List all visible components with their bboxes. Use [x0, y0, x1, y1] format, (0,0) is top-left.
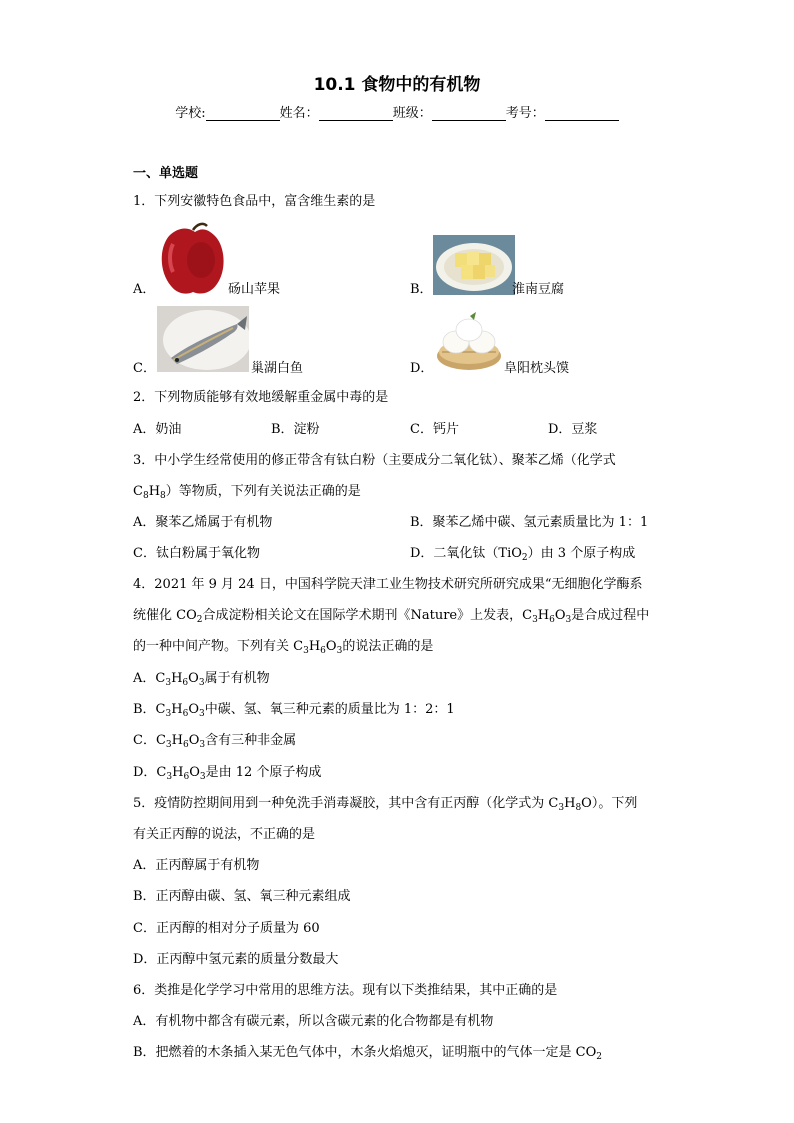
q2-option-a: A．奶油	[133, 422, 182, 437]
q1-option-a-label: A．	[133, 282, 156, 297]
steamed-bun-image	[436, 312, 502, 374]
page-title: 10.1 食物中的有机物	[313, 75, 481, 95]
name-label: 姓名：	[279, 106, 319, 121]
q4-stem-line2: 统催化 $CO_2$合成淀粉相关论文在国际学术期刊《Nature》上发表，$C_3H_6O_3$是合成过程中	[133, 608, 650, 625]
q4-option-d: D．$C_3H_6O_3$是由 12 个原子构成	[133, 765, 322, 782]
fish-image	[157, 306, 249, 372]
q1-option-c-text: 巢湖白鱼	[251, 361, 304, 376]
q5-option-c: C．正丙醇的相对分子质量为 60	[133, 921, 320, 936]
tofu-image	[433, 235, 515, 295]
q1-option-b-text: 淮南豆腐	[512, 282, 565, 297]
q5-stem-line2: 有关正丙醇的说法，不正确的是	[133, 827, 316, 842]
q3-option-c: C．钛白粉属于氧化物	[133, 546, 260, 561]
name-blank[interactable]	[319, 108, 393, 121]
q4-option-a: A．$C_3H_6O_3$属于有机物	[133, 671, 270, 688]
q1-option-b-label: B．	[410, 282, 433, 297]
q6-stem: 6．类推是化学学习中常用的思维方法。现有以下类推结果，其中正确的是	[133, 983, 558, 998]
q1-option-c-label: C．	[133, 361, 156, 376]
school-blank[interactable]	[206, 108, 280, 121]
class-blank[interactable]	[432, 108, 506, 121]
q3-option-b: B．聚苯乙烯中碳、氢元素质量比为 1：1	[410, 515, 649, 530]
q4-option-c: C．$C_3H_6O_3$含有三种非金属	[133, 733, 297, 750]
student-info-row	[0, 102, 794, 121]
apple-image	[157, 220, 225, 298]
q6-option-b: B．把燃着的木条插入某无色气体中，木条火焰熄灭，证明瓶中的气体一定是 $CO_2$	[133, 1045, 603, 1062]
class-label: 班级：	[392, 106, 432, 121]
q2-option-d: D．豆浆	[548, 422, 598, 437]
q5-stem-line1: 5．疫情防控期间用到一种免洗手消毒凝胶，其中含有正丙醇（化学式为 $C_3H_8O$）。下列	[133, 796, 638, 813]
q4-option-b: B．$C_3H_6O_3$中碳、氢、氧三种元素的质量比为 1：2：1	[133, 702, 455, 719]
q3-stem-line2: $C_8H_8$）等物质，下列有关说法正确的是	[133, 484, 361, 501]
q1-option-d-text: 阜阳枕头馍	[504, 361, 570, 376]
q4-stem-line3: 的一种中间产物。下列有关 $C_3H_6O_3$的说法正确的是	[133, 639, 434, 656]
q6-option-a: A．有机物中都含有碳元素，所以含碳元素的化合物都是有机物	[133, 1014, 494, 1029]
q2-option-c: C．钙片	[410, 422, 459, 437]
q5-option-a: A．正丙醇属于有机物	[133, 858, 260, 873]
q5-option-d: D．正丙醇中氢元素的质量分数最大	[133, 952, 339, 967]
number-label: 考号：	[505, 106, 545, 121]
q2-stem: 2．下列物质能够有效地缓解重金属中毒的是	[133, 390, 389, 405]
q1-option-d-label: D．	[410, 361, 434, 376]
q5-option-b: B．正丙醇由碳、氢、氧三种元素组成	[133, 889, 351, 904]
q2-option-b: B．淀粉	[271, 422, 320, 437]
q3-option-a: A．聚苯乙烯属于有机物	[133, 515, 273, 530]
number-blank[interactable]	[545, 108, 619, 121]
q3-option-d: D．二氧化钛（TiO$_2$）由 3 个原子构成	[410, 546, 636, 563]
q3-stem-line1: 3．中小学生经常使用的修正带含有钛白粉（主要成分二氧化钛）、聚苯乙烯（化学式	[133, 453, 616, 468]
q1-stem: 1．下列安徽特色食品中，富含维生素的是	[133, 194, 376, 209]
section-heading: 一、单选题	[133, 166, 199, 181]
q1-option-a-text: 砀山苹果	[228, 282, 281, 297]
q4-stem-line1: 4．2021 年 9 月 24 日，中国科学院天津工业生物技术研究所研究成果“无细胞化学酶系	[133, 577, 643, 592]
school-label: 学校:	[175, 106, 206, 121]
